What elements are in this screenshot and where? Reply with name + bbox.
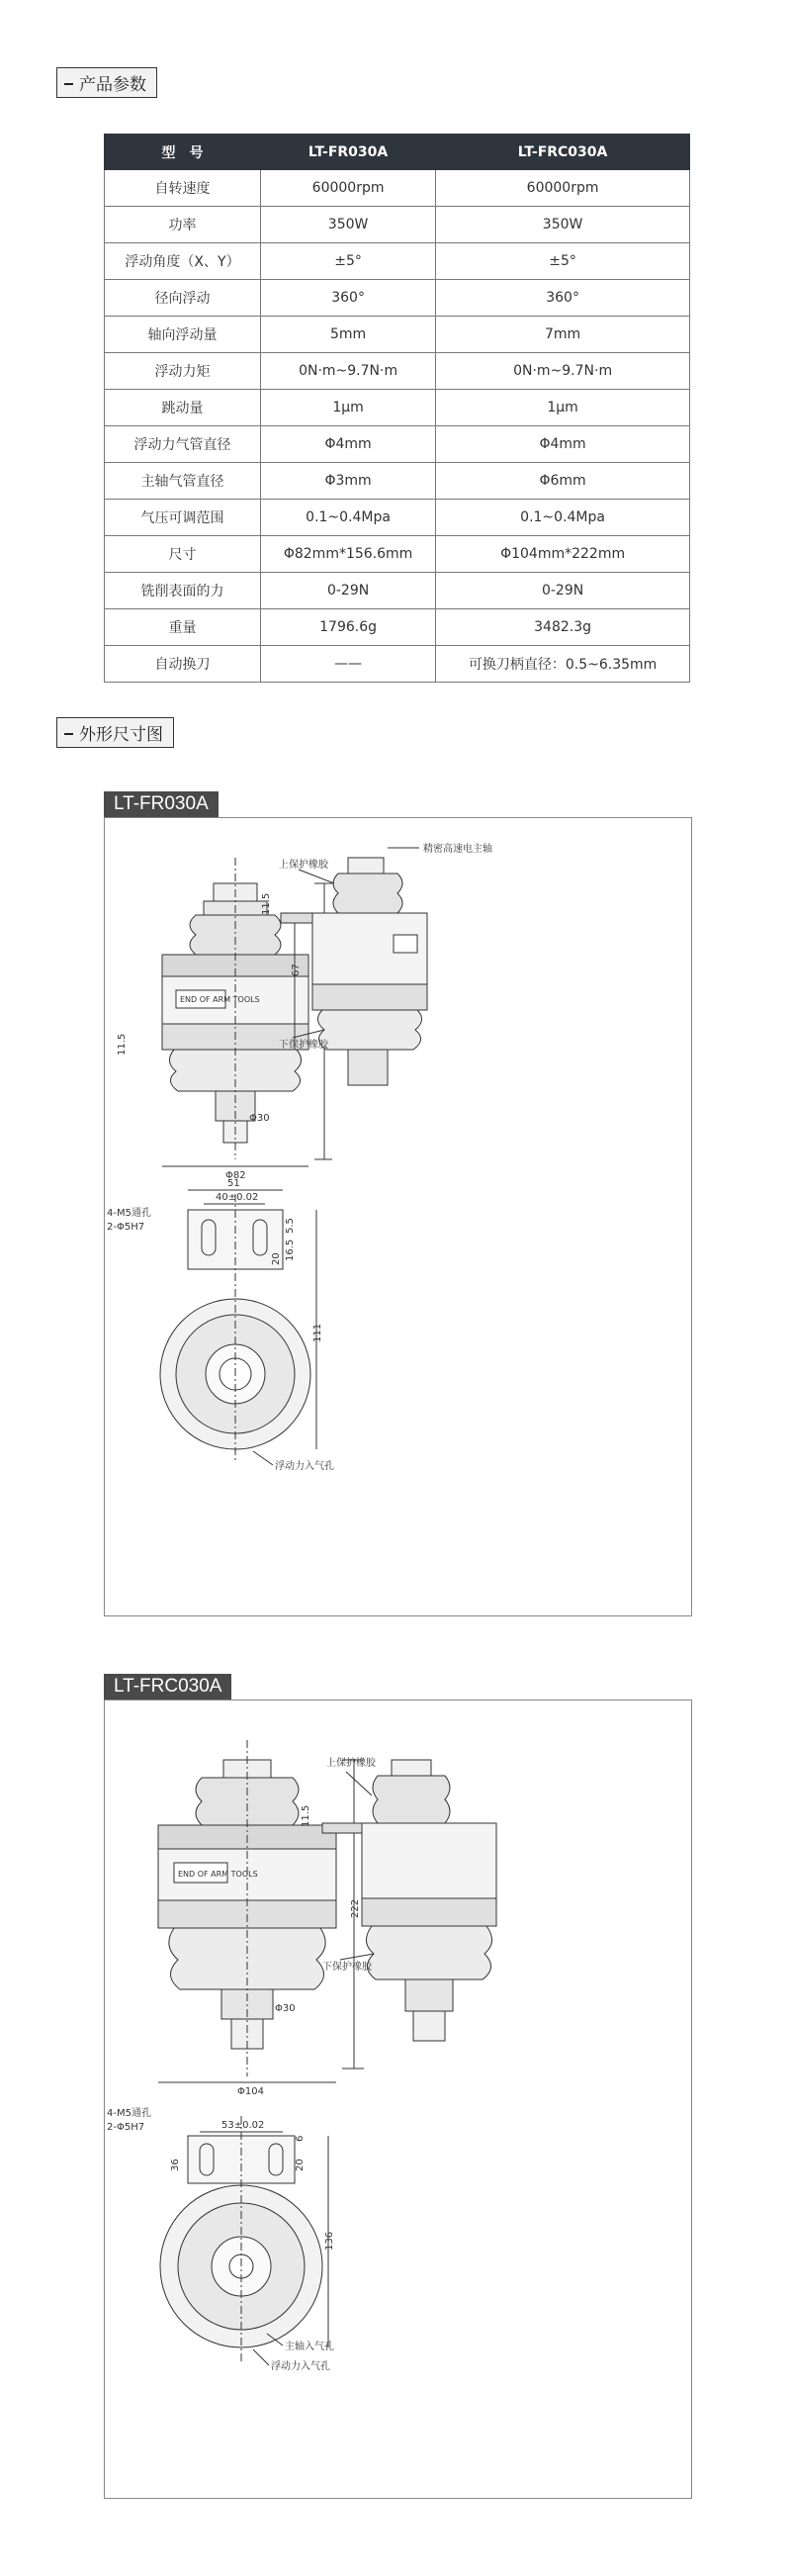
bottom-view-frc030a — [107, 2106, 335, 2372]
header-model-a: LT-FR030A — [261, 135, 436, 170]
table-row: 重量 1796.6g 3482.3g — [105, 609, 690, 646]
svg-text:67: 67 — [291, 964, 302, 976]
table-row: 功率 350W 350W — [105, 207, 690, 243]
svg-text:4-M5通孔: 4-M5通孔 — [107, 1208, 151, 1219]
drawing-title-frc030a: LT-FRC030A — [104, 1674, 231, 1700]
brand-logo-frc030a: END OF ARM TOOLS — [178, 1870, 258, 1879]
header-model-b: LT-FRC030A — [436, 135, 690, 170]
table-row: 浮动力矩 0N·m~9.7N·m 0N·m~9.7N·m — [105, 353, 690, 390]
svg-text:40±0.02: 40±0.02 — [216, 1192, 259, 1203]
svg-text:4-M5通孔: 4-M5通孔 — [107, 2108, 151, 2119]
svg-text:Φ30: Φ30 — [249, 1113, 270, 1124]
front-view-frc030a — [158, 1740, 364, 2097]
drawing-fr030a — [105, 818, 691, 1615]
table-header-row — [105, 135, 690, 170]
svg-text:下保护橡胶: 下保护橡胶 — [322, 1962, 372, 1973]
svg-text:2-Φ5H7: 2-Φ5H7 — [107, 2122, 145, 2133]
svg-text:11.5: 11.5 — [117, 1033, 128, 1056]
table-row: 浮动力气管直径 Φ4mm Φ4mm — [105, 426, 690, 463]
svg-text:Φ82: Φ82 — [225, 1170, 246, 1181]
drawing-frc030a — [105, 1701, 691, 2498]
params-table — [104, 134, 690, 683]
table-row: 轴向浮动量 5mm 7mm — [105, 317, 690, 353]
svg-text:36: 36 — [170, 2159, 181, 2171]
table-row: 尺寸 Φ82mm*156.6mm Φ104mm*222mm — [105, 536, 690, 573]
svg-text:2-Φ5H7: 2-Φ5H7 — [107, 1222, 145, 1233]
svg-text:浮动力入气孔: 浮动力入气孔 — [275, 1461, 334, 1472]
front-view-fr030a — [117, 858, 332, 1181]
svg-text:精密高速电主轴: 精密高速电主轴 — [423, 844, 492, 855]
svg-text:53±0.02: 53±0.02 — [221, 2120, 265, 2131]
svg-text:下保护橡胶: 下保护橡胶 — [279, 1040, 328, 1051]
svg-text:浮动力入气孔: 浮动力入气孔 — [271, 2361, 330, 2372]
table-row: 气压可调范围 0.1~0.4Mpa 0.1~0.4Mpa — [105, 500, 690, 536]
drawing-panel-fr030a — [104, 817, 692, 1616]
drawing-panel-frc030a — [104, 1700, 692, 2499]
table-row: 自转速度 60000rpm 60000rpm — [105, 170, 690, 207]
section-title-dimensions: 外形尺寸图 — [56, 717, 174, 748]
svg-text:11.5: 11.5 — [261, 892, 272, 915]
svg-text:51: 51 — [227, 1178, 240, 1189]
svg-text:Φ30: Φ30 — [275, 2003, 296, 2014]
svg-text:主轴入气孔: 主轴入气孔 — [285, 2342, 334, 2352]
table-row: 自动换刀 —— 可换刀柄直径：0.5~6.35mm — [105, 646, 690, 683]
svg-text:上保护橡胶: 上保护橡胶 — [326, 1758, 376, 1769]
table-row: 铣削表面的力 0-29N 0-29N — [105, 573, 690, 609]
brand-logo-fr030a: END OF ARM TOOLS — [180, 995, 260, 1004]
svg-text:11.5: 11.5 — [301, 1804, 311, 1827]
svg-text:5.5: 5.5 — [285, 1218, 296, 1234]
header-model: 型 号 — [105, 135, 261, 170]
table-row: 主轴气管直径 Φ3mm Φ6mm — [105, 463, 690, 500]
section-title-params: 产品参数 — [56, 67, 157, 98]
table-row: 跳动量 1μm 1μm — [105, 390, 690, 426]
svg-text:136: 136 — [324, 2231, 335, 2251]
svg-text:上保护橡胶: 上保护橡胶 — [279, 860, 328, 871]
svg-text:20: 20 — [295, 2159, 306, 2171]
table-row: 径向浮动 360° 360° — [105, 280, 690, 317]
drawing-title-fr030a: LT-FR030A — [104, 791, 219, 817]
bottom-view-fr030a — [107, 1178, 334, 1472]
svg-text:6: 6 — [295, 2135, 306, 2142]
svg-text:16.5: 16.5 — [285, 1239, 296, 1261]
svg-text:Φ104: Φ104 — [237, 2086, 264, 2097]
svg-text:222: 222 — [350, 1898, 361, 1918]
svg-text:20: 20 — [271, 1252, 282, 1265]
table-row: 浮动角度（X、Y） ±5° ±5° — [105, 243, 690, 280]
svg-text:111: 111 — [312, 1323, 323, 1342]
